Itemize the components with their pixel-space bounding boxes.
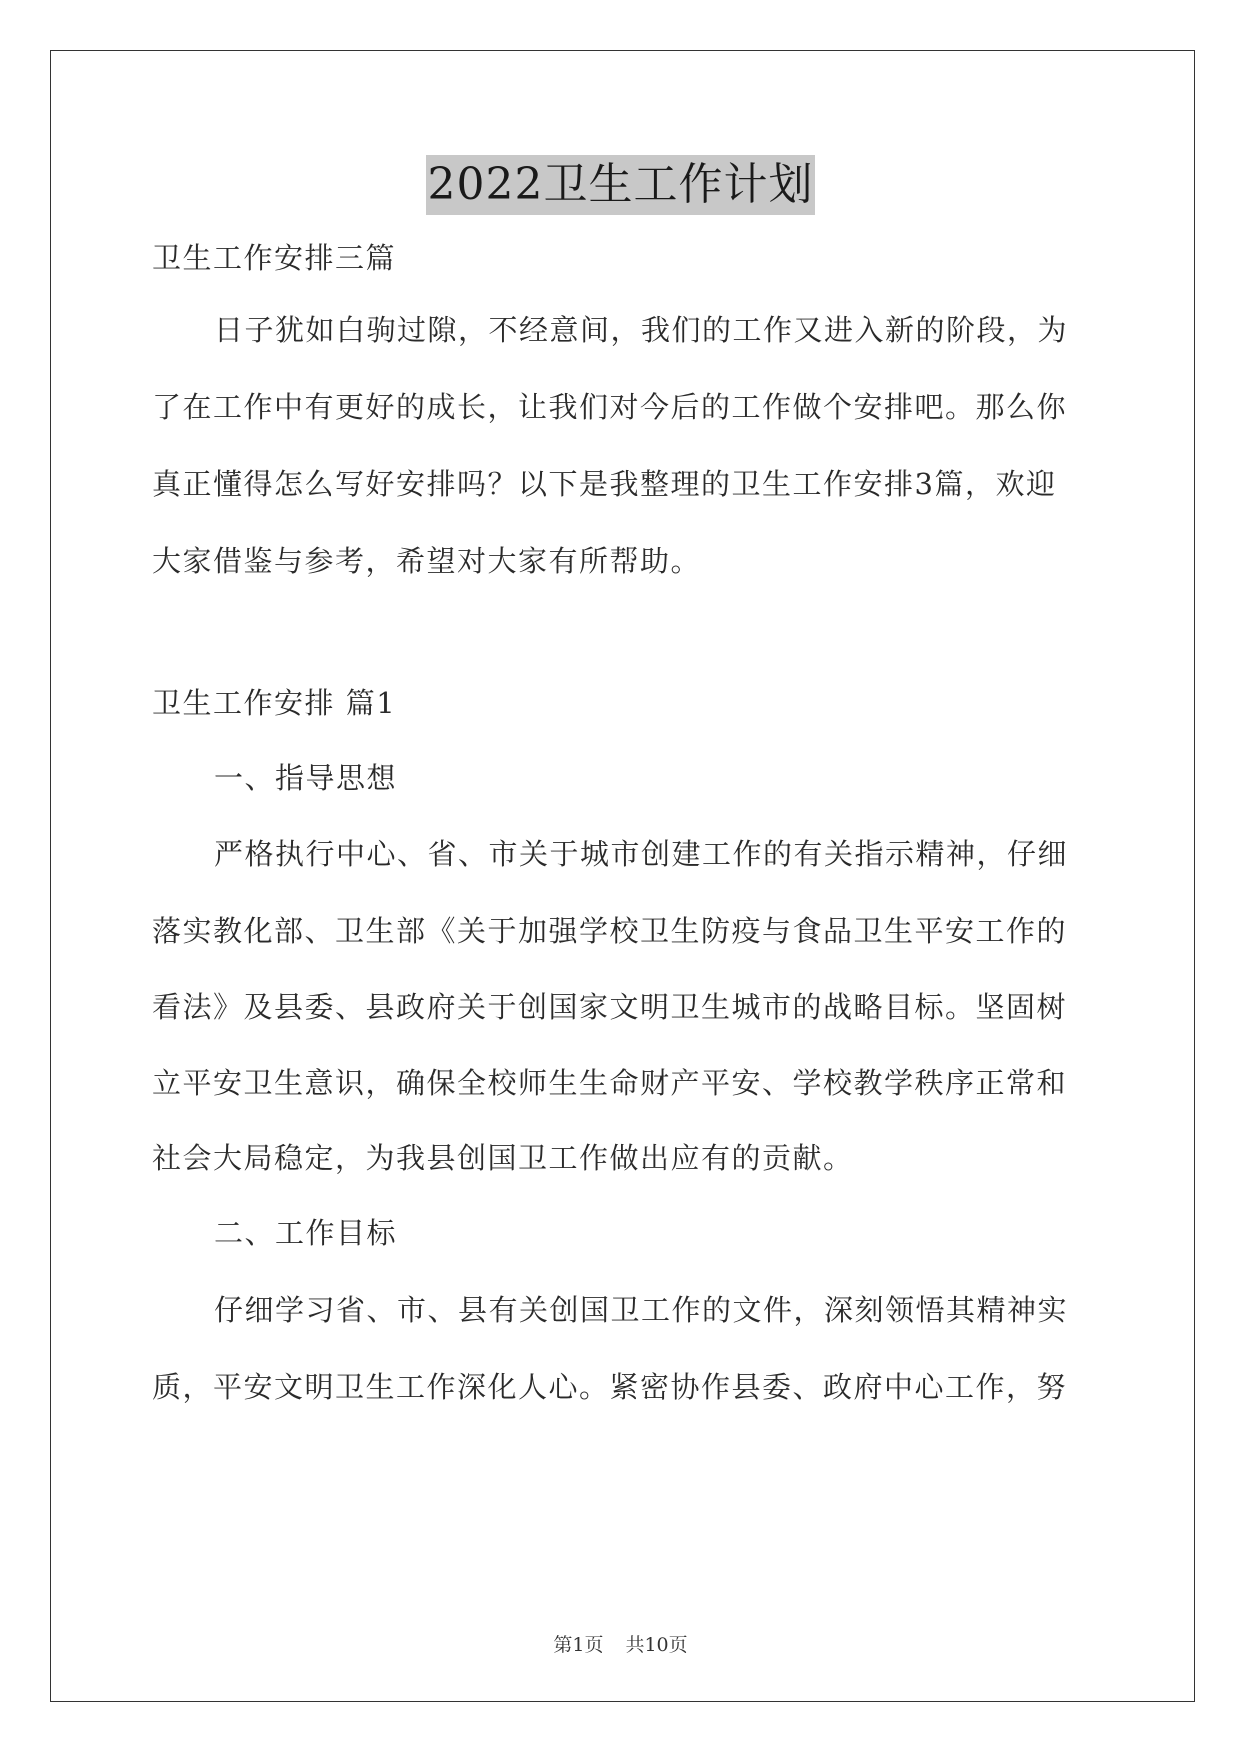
section-heading: 卫生工作安排 篇1 [152,686,397,720]
paragraph-line: 社会大局稳定，为我县创国卫工作做出应有的贡献。 [152,1141,854,1175]
paragraph-line: 真正懂得怎么写好安排吗？以下是我整理的卫生工作安排3篇，欢迎 [152,467,1057,501]
paragraph-line: 大家借鉴与参考，希望对大家有所帮助。 [152,544,702,578]
paragraph-line: 立平安卫生意识，确保全校师生生命财产平安、学校教学秩序正常和 [152,1066,1068,1100]
page-border [50,50,1195,1702]
page-footer [0,1632,1241,1658]
paragraph-line: 严格执行中心、省、市关于城市创建工作的有关指示精神，仔细 [214,837,1069,871]
paragraph-line: 质，平安文明卫生工作深化人心。紧密协作县委、政府中心工作，努 [152,1370,1068,1404]
page-total: 共10页 [625,1634,688,1656]
paragraph-line: 看法》及县委、县政府关于创国家文明卫生城市的战略目标。坚固树 [152,990,1068,1024]
document-title: 2022卫生工作计划 [426,155,816,215]
subsection-heading: 二、工作目标 [214,1216,398,1250]
paragraph-line: 日子犹如白驹过隙，不经意间，我们的工作又进入新的阶段，为 [214,313,1069,347]
paragraph-line: 落实教化部、卫生部《关于加强学校卫生防疫与食品卫生平安工作的 [152,914,1068,948]
title-block [0,155,1241,215]
subtitle-line: 卫生工作安排三篇 [152,241,397,275]
paragraph-line: 仔细学习省、市、县有关创国卫工作的文件，深刻领悟其精神实 [214,1293,1069,1327]
subsection-heading: 一、指导思想 [214,761,398,795]
page-number: 第1页 [553,1634,604,1656]
paragraph-line: 了在工作中有更好的成长，让我们对今后的工作做个安排吧。那么你 [152,390,1068,424]
